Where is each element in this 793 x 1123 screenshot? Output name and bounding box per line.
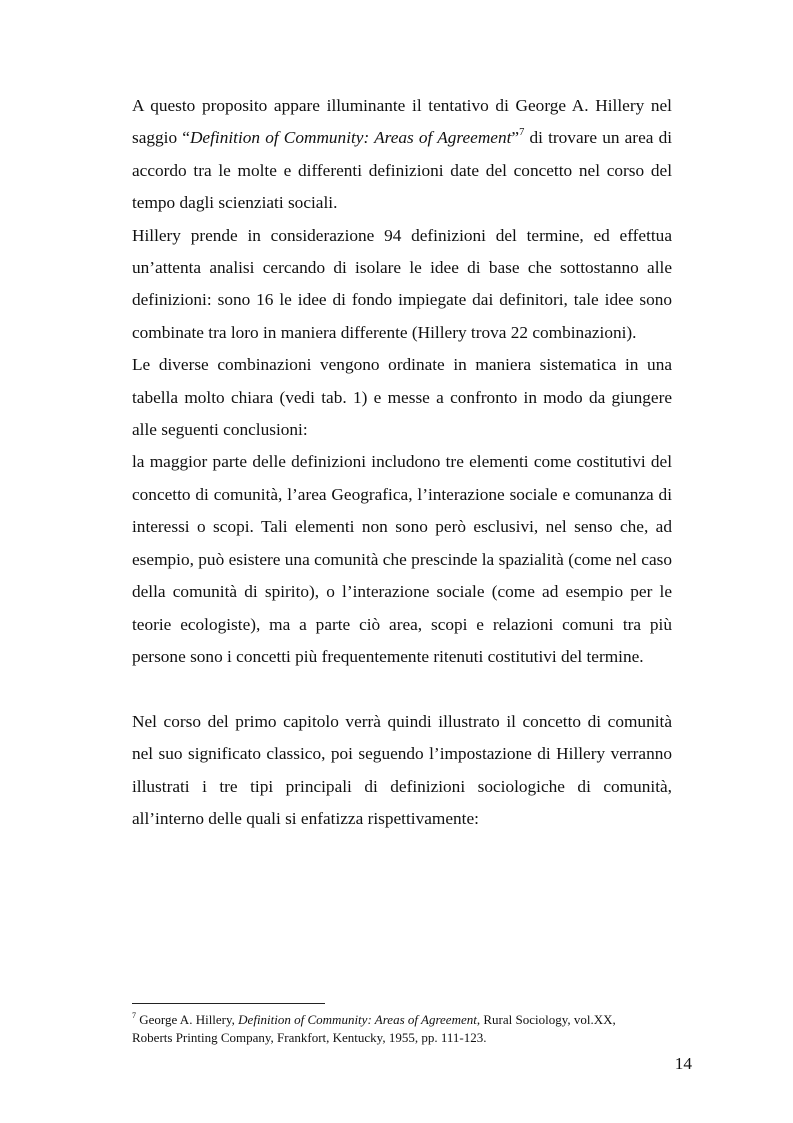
essay-title: Definition of Community: Areas of Agreement [189, 128, 512, 148]
paragraph-intro [132, 90, 672, 220]
footnote-title: Definition of Community: Areas of Agreement [238, 1012, 477, 1027]
closing-quote: ” [511, 128, 520, 148]
page-number: 14 [674, 1054, 692, 1073]
paragraph-text: A questo proposito appare illuminante il tentativo di George A. Hillery nel saggio “ [132, 96, 672, 148]
footnote-details: , Rural Sociology, vol.XX, Roberts Printing Company, Frankfort, Kentucky, 1955, pp. 111-123. [132, 1012, 616, 1045]
footnote [132, 1011, 652, 1047]
footnote-number: 7 [132, 1010, 136, 1020]
footnote-author: George A. Hillery, [136, 1012, 239, 1027]
body-text [132, 90, 672, 835]
paragraph-combinations: Le diverse combinazioni vengono ordinate in maniera sistematica in una tabella molto chiara (vedi tab. 1) e messe a confronto in modo da giungere alle seguenti conclusioni: [132, 355, 672, 440]
paragraph-chapter-outline: Nel corso del primo capitolo verrà quindi illustrato il concetto di comunità nel suo significato classico, poi seguendo l’impostazione di Hillery verranno illustrati i tre tipi principali di definizioni sociologiche di comunità, all’interno delle quali si enfatizza rispettivamente: [132, 711, 672, 828]
footnote-reference: 7 [519, 126, 525, 138]
paragraph-gap [132, 673, 672, 705]
paragraph-conclusions: la maggior parte delle definizioni includono tre elementi come costitutivi del concetto di comunità, l’area Geografica, l’interazione sociale e comunanza di interessi o scopi. Tali elementi non sono però esclusivi, nel senso che, ad esempio, può esistere una comunità che prescinde la spazialità (come nel caso della comunità di spirito), o l’interazione sociale (come ad esempio per le teorie ecologiste), ma a parte ciò area, scopi e relazioni comuni tra più persone sono i concetti più frequentemente ritenuti costitutivi del termine. [132, 452, 672, 666]
paragraph-hillery-definitions: Hillery prende in considerazione 94 definizioni del termine, ed effettua un’attenta analisi cercando di isolare le idee di base che sottostanno alle definizioni: sono 16 le idee di fondo impiegate dai definitori, tale idee sono combinate tra loro in maniera differente (Hillery trova 22 combinazioni). [132, 225, 672, 342]
footnote-separator [132, 1003, 325, 1004]
paragraph-text: di trovare un area di accordo tra le molte e differenti definizioni date del concetto nel corso del tempo dagli scienziati sociali. [132, 128, 673, 213]
